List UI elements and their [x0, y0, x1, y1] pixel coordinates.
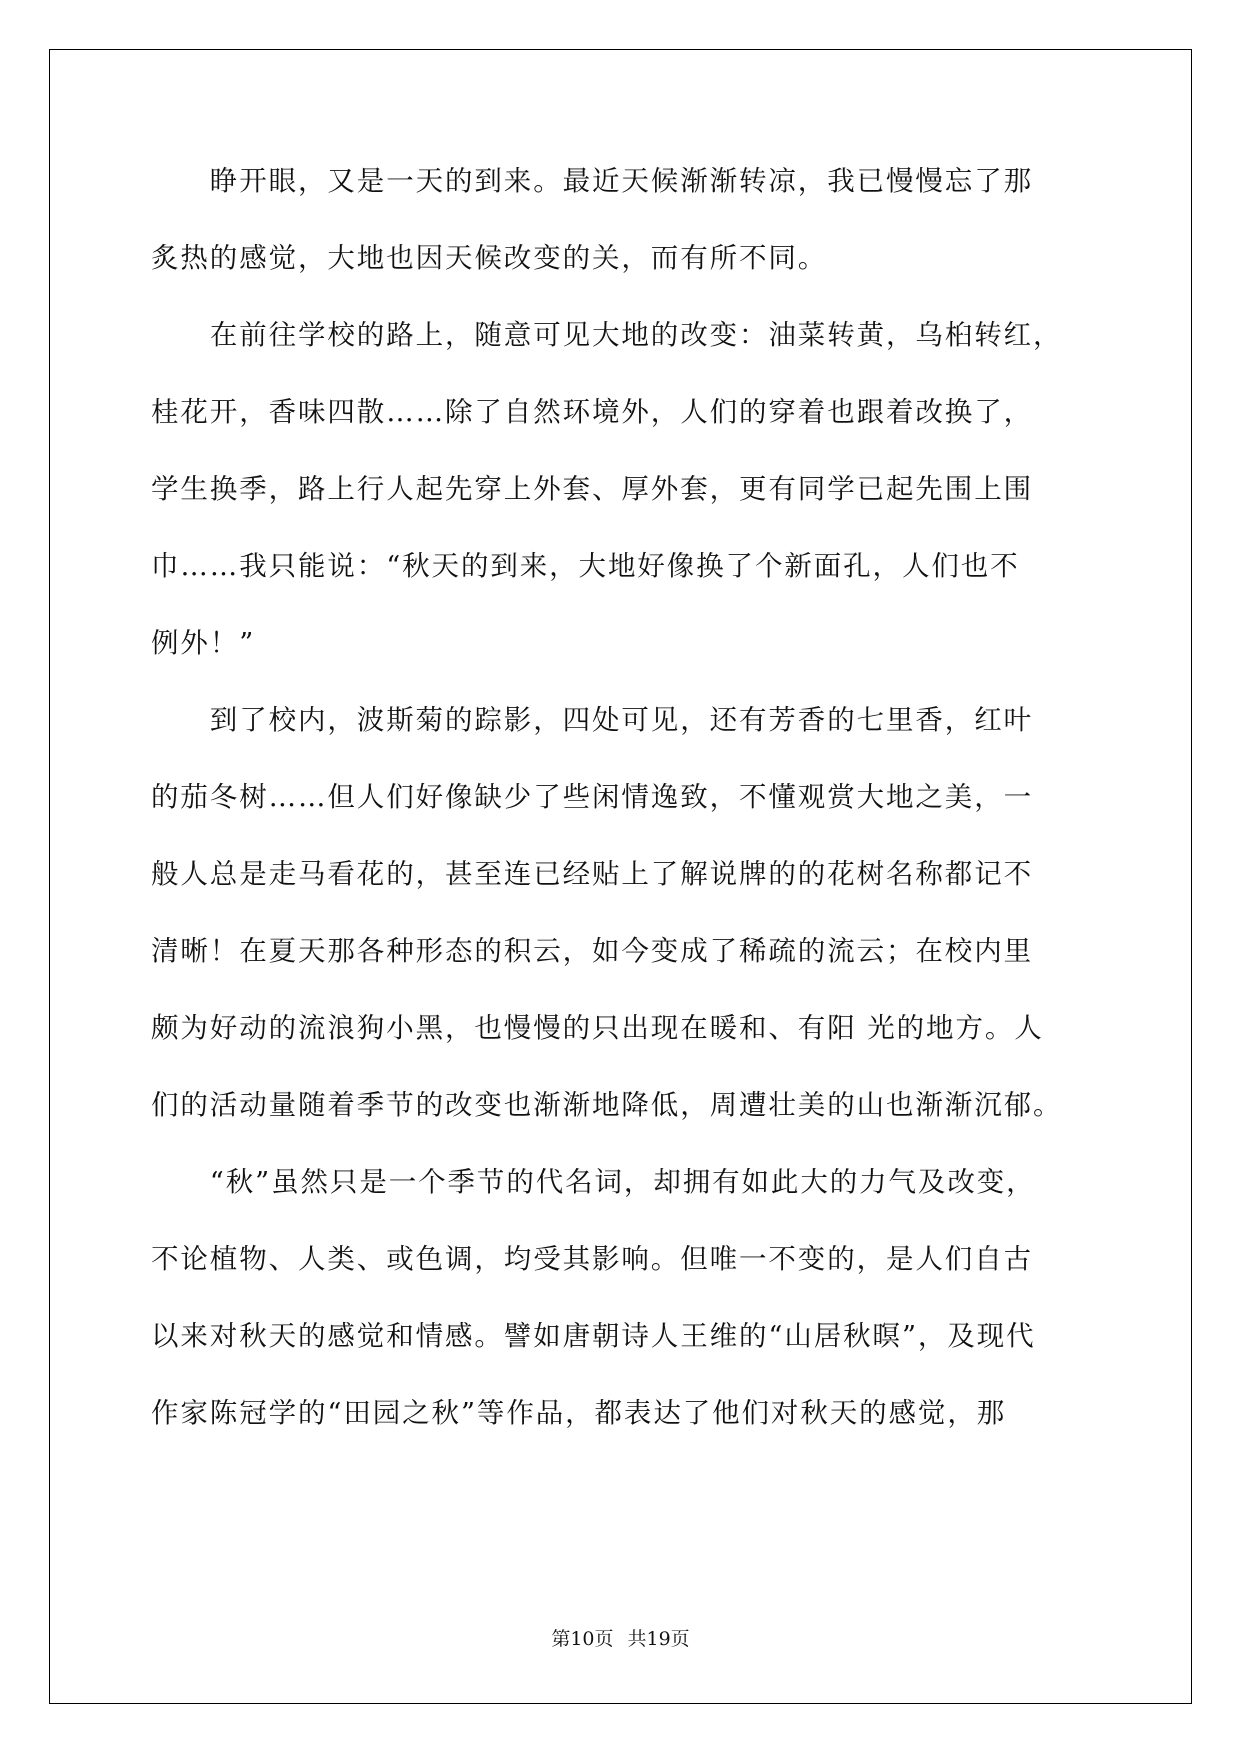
text-line: 例外！” [151, 627, 256, 659]
text-line: 以来对秋天的感觉和情感。譬如唐朝诗人王维的“山居秋暝”，及现代 [151, 1320, 1036, 1352]
text-line: 般人总是走马看花的，甚至连已经贴上了解说牌的的花树名称都记不 [151, 858, 1033, 890]
page-number: 第10页 [551, 1628, 614, 1650]
document-body [151, 160, 1091, 1469]
text-line: 们的活动量随着季节的改变也渐渐地降低，周遭壮美的山也渐渐沉郁。 [151, 1089, 1063, 1121]
text-line: 巾……我只能说：“秋天的到来，大地好像换了个新面孔，人们也不 [151, 550, 1020, 582]
text-line: 清晰！在夏天那各种形态的积云，如今变成了稀疏的流云；在校内里 [151, 935, 1033, 967]
text-line: 学生换季，路上行人起先穿上外套、厚外套，更有同学已起先围上围 [151, 473, 1033, 505]
text-line: 颇为好动的流浪狗小黑，也慢慢的只出现在暖和、有阳 光的地方。人 [151, 1012, 1044, 1044]
page-footer [0, 1624, 1241, 1651]
text-line: 作家陈冠学的“田园之秋”等作品，都表达了他们对秋天的感觉，那 [151, 1397, 1007, 1429]
text-line: 炙热的感觉，大地也因天候改变的关，而有所不同。 [151, 242, 828, 274]
text-line: 到了校内，波斯菊的踪影，四处可见，还有芳香的七里香，红叶 [151, 704, 1033, 736]
text-line: 睁开眼，又是一天的到来。最近天候渐渐转凉，我已慢慢忘了那 [151, 165, 1033, 197]
text-line: 桂花开，香味四散……除了自然环境外，人们的穿着也跟着改换了， [151, 396, 1033, 428]
total-pages: 共19页 [627, 1628, 690, 1650]
text-line: “秋”虽然只是一个季节的代名词，却拥有如此大的力气及改变， [151, 1166, 1036, 1198]
text-line: 不论植物、人类、或色调，均受其影响。但唯一不变的，是人们自古 [151, 1243, 1033, 1275]
text-line: 在前往学校的路上，随意可见大地的改变：油菜转黄，乌桕转红， [151, 319, 1063, 351]
text-line: 的茄冬树……但人们好像缺少了些闲情逸致，不懂观赏大地之美，一 [151, 781, 1033, 813]
